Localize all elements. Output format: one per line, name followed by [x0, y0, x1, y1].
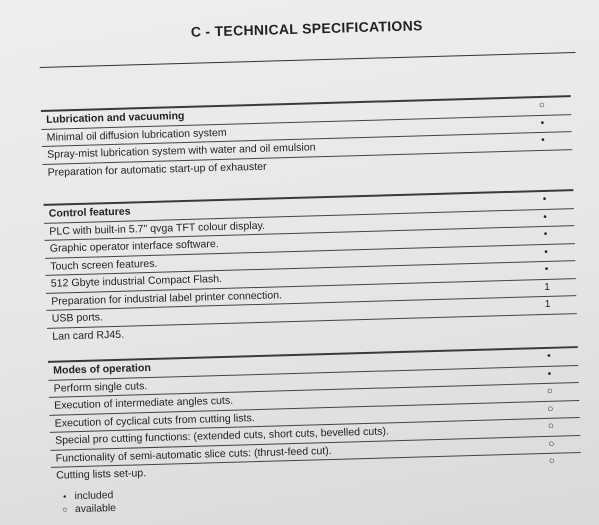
- spec-label: PLC with built-in 5.7" qvga TFT colour display.: [49, 219, 266, 238]
- spec-label: Execution of cyclical cuts from cutting lists.: [54, 411, 255, 430]
- availability-mark: ○: [546, 385, 554, 397]
- section-heading: Lubrication and vacuuming: [46, 109, 185, 126]
- spec-label: 512 Gbyte industrial Compact Flash.: [50, 272, 223, 290]
- availability-mark: •: [541, 134, 545, 147]
- spec-sheet: [38, 0, 588, 516]
- availability-mark: •: [540, 117, 545, 129]
- availability-mark: •: [547, 350, 551, 362]
- availability-mark: 1: [544, 281, 550, 293]
- section-lubrication: [41, 95, 573, 181]
- legend-item: [58, 502, 116, 517]
- legend-text: included: [74, 490, 114, 503]
- availability-mark: •: [547, 368, 552, 380]
- availability-mark: •: [544, 246, 548, 258]
- spec-label: Functionality of semi-automatic slice cuts: (thrust-feed cut).: [55, 444, 332, 465]
- spec-label: USB ports.: [51, 311, 104, 325]
- spec-label: Minimal oil diffusion lubrication system: [46, 126, 227, 144]
- legend: [58, 489, 117, 517]
- section-modes-of-operation: [48, 346, 581, 484]
- availability-mark: 1: [544, 298, 551, 310]
- availability-mark: ○: [547, 403, 554, 415]
- section-control-features: [44, 189, 578, 345]
- spec-label: Cutting lists set-up.: [55, 467, 147, 482]
- section-heading: Modes of operation: [53, 361, 152, 377]
- section-heading: Control features: [48, 205, 131, 220]
- spec-label: Preparation for industrial label printer connection.: [51, 288, 283, 308]
- availability-mark: ○: [548, 438, 555, 450]
- spec-label: Graphic operator interface software.: [49, 238, 219, 255]
- spec-label: Preparation for automatic start-up of exhauster: [47, 160, 267, 179]
- availability-mark: •: [543, 228, 548, 240]
- availability-mark: ○: [548, 455, 556, 467]
- spec-label: Lan card RJ45.: [52, 328, 125, 343]
- availability-mark: ○: [547, 420, 555, 432]
- availability-mark: •: [542, 193, 547, 205]
- spec-label: Execution of intermediate angles cuts.: [53, 394, 234, 412]
- availability-mark: •: [543, 211, 547, 223]
- page-title: C - TECHNICAL SPECIFICATIONS: [190, 17, 423, 40]
- availability-mark: •: [544, 263, 549, 275]
- legend-symbol: ○: [62, 504, 68, 515]
- legend-text: available: [74, 503, 117, 516]
- legend-symbol: •: [62, 491, 67, 502]
- availability-mark: ○: [538, 99, 546, 112]
- title-rule: [40, 52, 576, 68]
- spec-label: Special pro cutting functions: (extended cuts, short cuts, bevelled cuts).: [54, 425, 390, 447]
- spec-label: Touch screen features.: [50, 257, 158, 273]
- spec-label: Perform single cuts.: [53, 379, 148, 395]
- spec-label: Spray-mist lubrication system with water and oil emulsion: [46, 141, 316, 161]
